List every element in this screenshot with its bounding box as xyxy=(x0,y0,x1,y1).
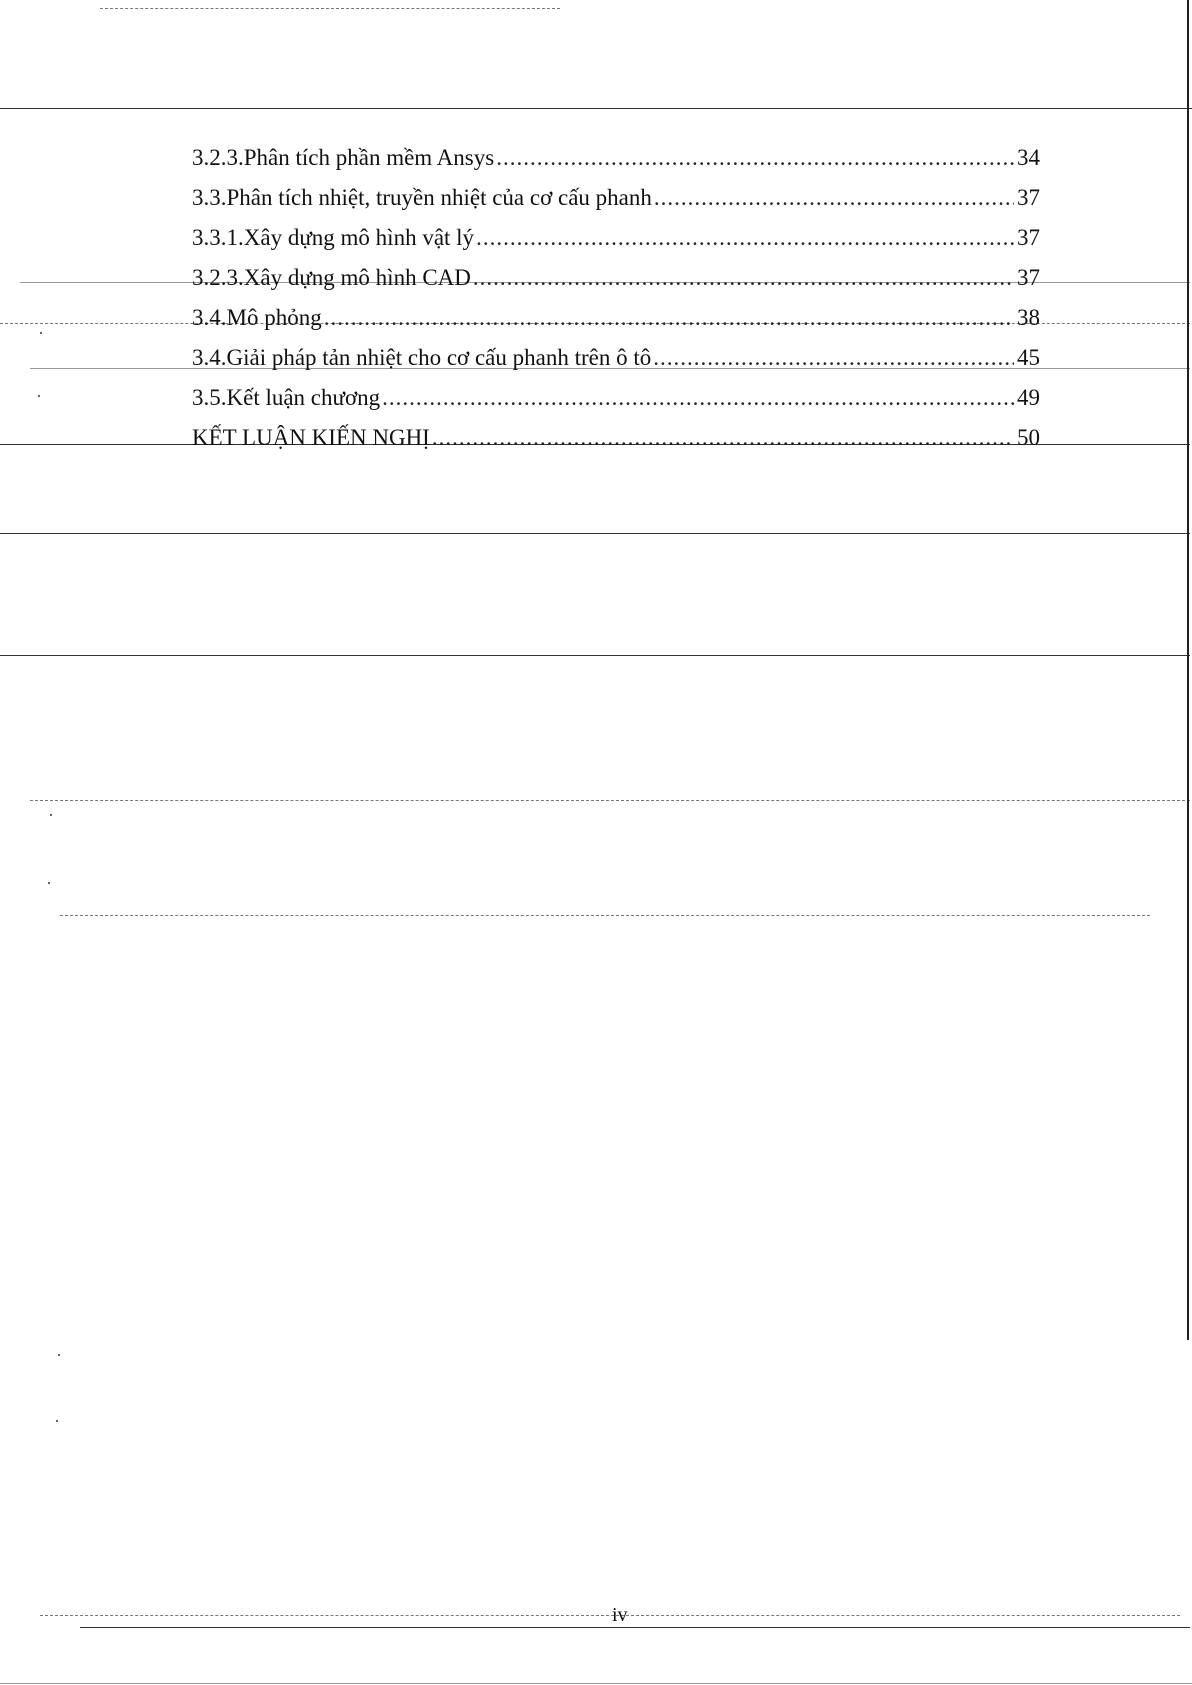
toc-dot-leader xyxy=(476,218,1014,258)
toc-entry[interactable] xyxy=(192,138,1040,178)
toc-entry-page: 37 xyxy=(1017,185,1040,210)
toc-entry-page: 37 xyxy=(1017,225,1040,250)
scan-rule xyxy=(0,1683,1192,1684)
toc-entry-page: 34 xyxy=(1017,145,1040,170)
toc-dot-leader xyxy=(324,298,1014,338)
scan-rule xyxy=(100,8,560,9)
toc-entry-title: 3.2.3.Xây dựng mô hình CAD xyxy=(192,265,471,290)
toc-entry[interactable] xyxy=(192,258,1040,298)
toc-entry-title: 3.2.3.Phân tích phần mềm Ansys xyxy=(192,145,495,170)
scan-rule xyxy=(60,915,1150,916)
scan-speck xyxy=(40,332,42,334)
toc-entry-title: 3.4.Giải pháp tản nhiệt cho cơ cấu phanh trên ô tô xyxy=(192,345,652,370)
scan-speck xyxy=(56,1420,58,1422)
toc-entry-title: KẾT LUẬN KIẾN NGHỊ xyxy=(192,425,430,450)
toc-entry[interactable] xyxy=(192,298,1040,338)
scan-rule xyxy=(0,655,1190,656)
toc-entry-page: 49 xyxy=(1017,385,1040,410)
toc-entry[interactable] xyxy=(192,418,1040,458)
table-of-contents xyxy=(192,138,1040,458)
toc-entry[interactable] xyxy=(192,378,1040,418)
scan-speck xyxy=(58,1354,60,1356)
scan-edge-line xyxy=(1187,0,1189,1340)
toc-dot-leader xyxy=(496,138,1014,178)
toc-entry[interactable] xyxy=(192,178,1040,218)
toc-entry[interactable] xyxy=(192,218,1040,258)
toc-dot-leader xyxy=(432,418,1014,458)
toc-entry-title: 3.3.Phân tích nhiệt, truyền nhiệt của cơ cấu phanh xyxy=(192,185,652,210)
toc-entry-page: 45 xyxy=(1017,345,1040,370)
toc-entry-title: 3.5.Kết luận chương xyxy=(192,385,381,410)
toc-entry[interactable] xyxy=(192,338,1040,378)
scan-rule xyxy=(30,800,1190,801)
toc-entry-page: 50 xyxy=(1017,425,1040,450)
page-number: iv xyxy=(612,1604,628,1626)
toc-entry-title: 3.4.Mô phỏng xyxy=(192,305,322,330)
toc-dot-leader xyxy=(382,378,1014,418)
scan-speck xyxy=(50,814,52,816)
scan-rule xyxy=(80,1627,1190,1628)
toc-dot-leader xyxy=(654,178,1014,218)
scan-rule xyxy=(0,533,1190,534)
toc-dot-leader xyxy=(473,258,1014,298)
scan-speck xyxy=(38,395,40,397)
scan-speck xyxy=(48,882,50,884)
toc-dot-leader xyxy=(653,338,1014,378)
scan-rule xyxy=(0,108,1192,109)
toc-entry-page: 37 xyxy=(1017,265,1040,290)
toc-entry-page: 38 xyxy=(1017,305,1040,330)
toc-entry-title: 3.3.1.Xây dựng mô hình vật lý xyxy=(192,225,475,250)
scan-rule xyxy=(40,1615,1180,1616)
